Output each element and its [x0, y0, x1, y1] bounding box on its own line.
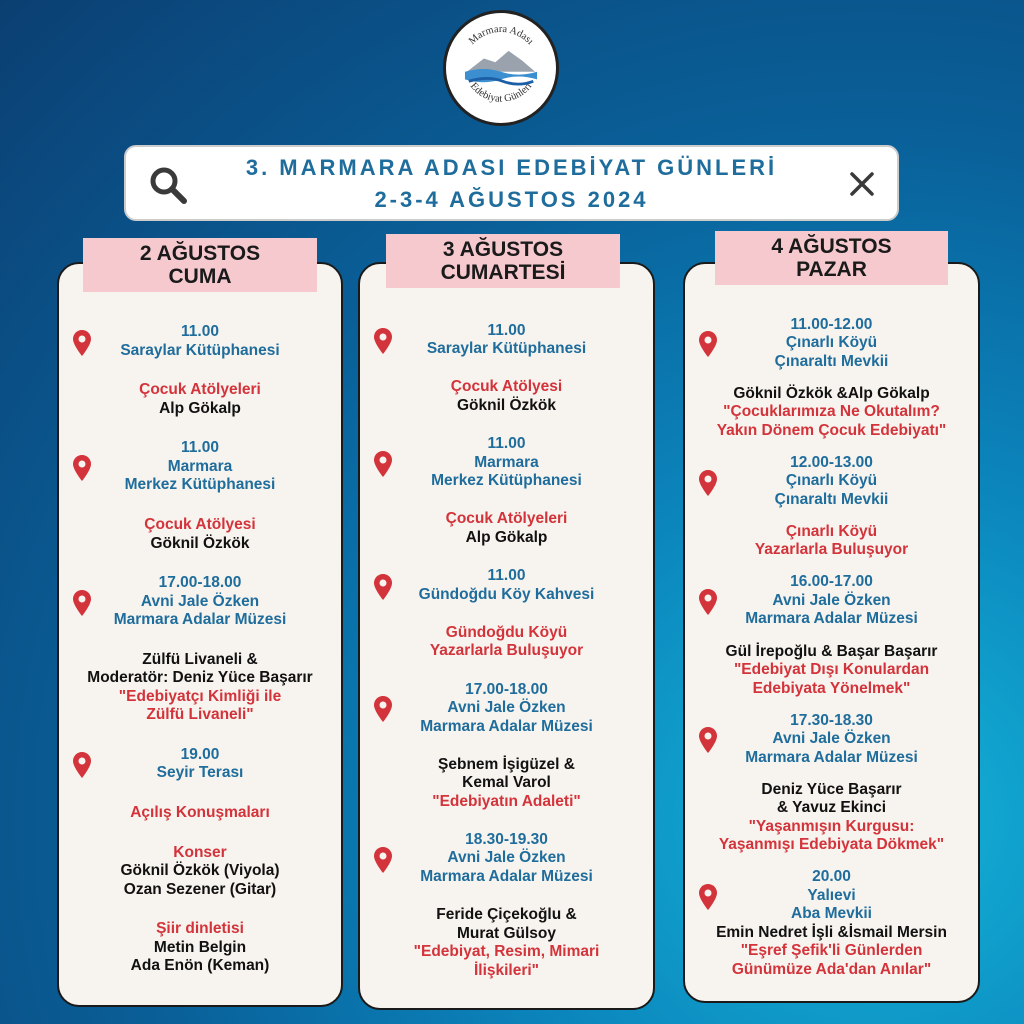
- event-title: Çocuk Atölyeleri: [139, 381, 261, 399]
- location-pin-icon: [73, 330, 91, 362]
- venue-name: Marmara Adalar Müzesi: [745, 748, 918, 766]
- day-date: 4 AĞUSTOS: [771, 235, 892, 258]
- event-title: Çocuk Atölyeleri: [445, 510, 568, 528]
- venue-name: Avni Jale Özken: [447, 849, 566, 867]
- event-title: Yaşanmışı Edebiyata Dökmek": [718, 836, 945, 854]
- day-date: 3 AĞUSTOS: [442, 238, 564, 261]
- event-title: "Edebiyatın Adaleti": [432, 792, 581, 810]
- speaker-name: Şebnem İşigüzel &: [438, 755, 575, 773]
- event-time: 16.00-17.00: [790, 573, 873, 591]
- location-pin-icon: [73, 455, 91, 487]
- speaker-name: & Yavuz Ekinci: [776, 799, 887, 817]
- svg-text:Edebiyat Günleri: Edebiyat Günleri: [467, 80, 535, 105]
- venue-name: Gündoğdu Köy Kahvesi: [418, 585, 595, 603]
- location-pin-icon: [699, 727, 717, 759]
- event-title: Günümüze Ada'dan Anılar": [731, 960, 932, 978]
- venue-block: [65, 439, 335, 495]
- venue-block: [366, 681, 647, 737]
- event-time: 12.00-13.00: [790, 453, 873, 471]
- event-block: [65, 920, 335, 976]
- event-time: 11.00: [181, 323, 219, 341]
- venue-name: Avni Jale Özken: [140, 592, 260, 610]
- location-pin-icon: [73, 590, 91, 622]
- event-title: Yazarlarla Buluşuyor: [754, 541, 909, 559]
- title-search-bar: [124, 145, 899, 221]
- day-schedule-card: [57, 262, 343, 1007]
- day-weekday: CUMARTESİ: [440, 261, 566, 284]
- speaker-name: Göknil Özkök &Alp Gökalp: [733, 384, 930, 402]
- venue-block: [691, 454, 972, 510]
- venue-name: Avni Jale Özken: [772, 591, 891, 609]
- venue-name: Marmara Adalar Müzesi: [420, 717, 593, 735]
- event-time: 11.00: [487, 321, 526, 339]
- venue-name: Merkez Kütüphanesi: [124, 476, 276, 494]
- event-title: "Çocuklarımıza Ne Okutalım?: [723, 403, 940, 421]
- day-header: [715, 231, 948, 285]
- festival-title: 3. MARMARA ADASI EDEBİYAT GÜNLERİ: [245, 155, 778, 180]
- event-block: [65, 804, 335, 823]
- day-header: [83, 238, 317, 292]
- event-time: 11.00-12.00: [790, 315, 873, 333]
- speaker-name: Göknil Özkök: [150, 534, 250, 552]
- speaker-name: Zülfü Livaneli &: [142, 650, 258, 668]
- event-time: 17.30-18.30: [790, 711, 873, 729]
- venue-name: Saraylar Kütüphanesi: [426, 340, 587, 358]
- event-block: [366, 378, 647, 415]
- location-pin-icon: [374, 328, 392, 360]
- day-weekday: PAZAR: [796, 258, 867, 281]
- venue-name: Marmara Adalar Müzesi: [113, 611, 287, 629]
- speaker-name: Göknil Özkök: [456, 396, 557, 414]
- event-title: Gündoğdu Köyü: [445, 623, 568, 641]
- location-pin-icon: [374, 696, 392, 728]
- venue-block: [366, 322, 647, 359]
- event-block: [691, 924, 972, 980]
- venue-name: Saraylar Kütüphanesi: [120, 341, 280, 359]
- event-time: 18.30-19.30: [465, 830, 548, 848]
- venue-name: Yalıevi: [807, 886, 856, 904]
- speaker-name: Ada Enön (Keman): [130, 957, 270, 975]
- speaker-name: Ozan Sezener (Gitar): [123, 880, 277, 898]
- venue-block: [366, 435, 647, 491]
- venue-block: [65, 574, 335, 630]
- venue-name: Marmara: [167, 457, 233, 475]
- location-pin-icon: [374, 847, 392, 879]
- event-title: Şiir dinletisi: [156, 920, 244, 938]
- event-block: [691, 643, 972, 699]
- venue-name: Marmara: [474, 453, 539, 471]
- event-block: [65, 844, 335, 900]
- speaker-name: Emin Nedret İşli &İsmail Mersin: [716, 923, 947, 941]
- location-pin-icon: [73, 752, 91, 784]
- event-title: "Eşref Şefik'li Günlerden: [740, 942, 923, 960]
- venue-block: [65, 323, 335, 360]
- speaker-name: Gül İrepoğlu & Başar Başarır: [725, 642, 938, 660]
- speaker-name: Murat Gülsoy: [456, 924, 557, 942]
- location-pin-icon: [699, 470, 717, 502]
- venue-block: [691, 573, 972, 629]
- day-date: 2 AĞUSTOS: [139, 242, 261, 265]
- event-title: "Yaşanmışın Kurgusu:: [748, 817, 915, 835]
- venue-name: Çınarlı Köyü: [785, 472, 878, 490]
- venue-name: Çınarlı Köyü: [785, 334, 878, 352]
- speaker-name: Alp Gökalp: [159, 399, 241, 417]
- speaker-name: Feride Çiçekoğlu &: [436, 906, 577, 924]
- event-time: 11.00: [487, 567, 526, 585]
- event-title: Zülfü Livaneli": [146, 706, 254, 724]
- venue-name: Avni Jale Özken: [772, 730, 891, 748]
- venue-block: [366, 567, 647, 604]
- event-title: Yazarlarla Buluşuyor: [429, 642, 584, 660]
- event-block: [366, 510, 647, 547]
- venue-block: [691, 868, 972, 924]
- event-title: "Edebiyatçı Kimliği ile: [118, 687, 282, 705]
- day-schedule-card: [683, 262, 980, 1003]
- location-pin-icon: [699, 884, 717, 916]
- speaker-name: Alp Gökalp: [465, 528, 548, 546]
- venue-block: [366, 831, 647, 887]
- event-title: Çocuk Atölyesi: [144, 516, 256, 533]
- event-block: [65, 381, 335, 418]
- festival-dates: 2-3-4 AĞUSTOS 2024: [374, 187, 649, 212]
- event-time: 11.00: [487, 435, 526, 453]
- venue-name: Çınaraltı Mevkii: [774, 352, 889, 370]
- event-title: Yakın Dönem Çocuk Edebiyatı": [716, 421, 947, 439]
- day-schedule-card: [358, 262, 655, 1010]
- venue-name: Merkez Kütüphanesi: [431, 472, 582, 490]
- close-icon[interactable]: [847, 169, 877, 199]
- event-time: 11.00: [181, 439, 219, 457]
- location-pin-icon: [699, 331, 717, 363]
- entry-group: [691, 868, 972, 979]
- event-title: Açılış Konuşmaları: [130, 804, 270, 821]
- venue-name: Avni Jale Özken: [447, 699, 566, 717]
- event-block: [65, 516, 335, 553]
- event-title: Edebiyata Yönelmek": [752, 679, 911, 697]
- venue-name: Aba Mevkii: [791, 905, 872, 923]
- event-title: "Edebiyat, Resim, Mimari: [413, 943, 600, 961]
- venue-name: Marmara Adalar Müzesi: [420, 867, 593, 885]
- event-title: "Edebiyat Dışı Konulardan: [733, 661, 930, 679]
- venue-name: Çınaraltı Mevkii: [774, 490, 889, 508]
- event-block: [366, 756, 647, 812]
- event-block: [691, 385, 972, 441]
- speaker-name: Deniz Yüce Başarır: [761, 780, 902, 798]
- event-time: 20.00: [812, 868, 851, 886]
- venue-block: [65, 746, 335, 783]
- event-title: Çocuk Atölyesi: [450, 378, 563, 396]
- event-title: Konser: [173, 843, 227, 861]
- event-time: 17.00-18.00: [158, 574, 242, 592]
- event-title: İlişkileri": [473, 961, 540, 979]
- day-weekday: CUMA: [168, 265, 232, 288]
- svg-text:Marmara Adası: Marmara Adası: [466, 23, 536, 48]
- speaker-name: Göknil Özkök (Viyola): [120, 862, 280, 880]
- event-time: 17.00-18.00: [465, 680, 548, 698]
- location-pin-icon: [699, 589, 717, 621]
- speaker-name: Moderatör: Deniz Yüce Başarır: [87, 669, 313, 687]
- venue-name: Seyir Terası: [156, 764, 244, 782]
- location-pin-icon: [374, 574, 392, 606]
- festival-logo: [443, 10, 559, 126]
- venue-block: [691, 316, 972, 372]
- event-block: [691, 523, 972, 560]
- location-pin-icon: [374, 451, 392, 483]
- event-block: [691, 781, 972, 855]
- venue-name: Marmara Adalar Müzesi: [745, 610, 918, 628]
- event-block: [65, 651, 335, 725]
- event-time: 19.00: [180, 745, 220, 763]
- venue-block: [691, 712, 972, 768]
- day-header: [386, 234, 620, 288]
- event-block: [366, 624, 647, 661]
- speaker-name: Metin Belgin: [153, 938, 247, 956]
- event-block: [366, 906, 647, 980]
- speaker-name: Kemal Varol: [462, 774, 551, 792]
- event-title: Çınarlı Köyü: [785, 522, 878, 540]
